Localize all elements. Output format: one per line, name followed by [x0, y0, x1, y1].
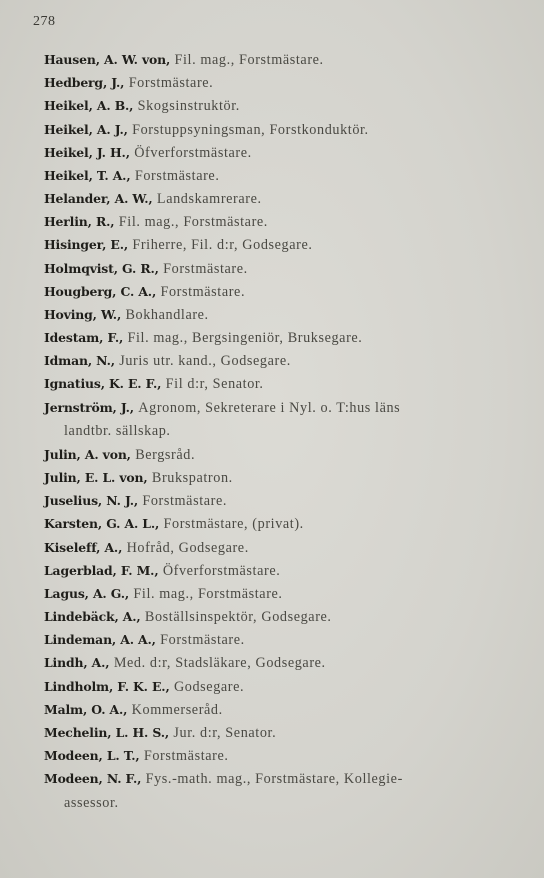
entry-name: Jernström, J.,	[44, 399, 134, 415]
entry-description-continued: landtbr. sällskap.	[64, 422, 171, 439]
entry-description: Landskamrerare.	[156, 191, 262, 208]
entry-description: Agronom, Sekreterare i Nyl. o. T:hus läns	[138, 399, 401, 416]
entry-description: Forstuppsyningsman, Forstkonduktör.	[132, 121, 369, 138]
entry-description: Forstmästare.	[163, 260, 248, 277]
list-item	[44, 280, 514, 303]
entry-description: Med. d:r, Stadsläkare, Godsegare.	[113, 655, 326, 672]
entry-name: Idman, N.,	[44, 353, 115, 369]
list-item	[44, 210, 514, 233]
entry-name: Lagerblad, F. M.,	[44, 562, 159, 578]
entry-description: Öfverforstmästare.	[162, 562, 281, 579]
entry-description: Bergsråd.	[135, 446, 196, 463]
list-item	[44, 187, 514, 210]
list-item	[44, 118, 514, 141]
list-item	[44, 489, 514, 512]
list-item	[44, 466, 514, 489]
list-item	[44, 94, 514, 117]
entry-name: Heikel, A. J.,	[44, 121, 128, 137]
entry-description: Fil. mag., Forstmästare.	[133, 585, 283, 602]
entry-name: Heikel, J. H.,	[44, 144, 130, 160]
list-item	[44, 559, 514, 582]
entry-description: Fil. mag., Bergsingeniör, Bruksegare.	[127, 330, 363, 347]
entry-name: Helander, A. W.,	[44, 191, 153, 207]
entry-description: Friherre, Fil. d:r, Godsegare.	[132, 237, 313, 254]
list-item	[44, 141, 514, 164]
entry-name: Modeen, N. F.,	[44, 771, 142, 787]
entry-description: Forstmästare.	[160, 632, 245, 649]
page-number: 278	[33, 14, 56, 29]
entry-name: Lindh, A.,	[44, 655, 110, 671]
list-item	[44, 372, 514, 395]
list-item	[44, 512, 514, 535]
entry-name: Lindebäck, A.,	[44, 609, 141, 625]
entry-description: Boställsinspektör, Godsegare.	[144, 609, 332, 626]
entry-name: Hisinger, E.,	[44, 237, 129, 253]
entry-name: Idestam, F.,	[44, 330, 124, 346]
entry-description: Juris utr. kand., Godsegare.	[119, 353, 291, 370]
entry-description: Skogsinstruktör.	[137, 98, 240, 115]
entry-description: Brukspatron.	[151, 470, 233, 487]
entry-name: Heikel, A. B.,	[44, 98, 134, 114]
entry-description: Jur. d:r, Senator.	[173, 725, 277, 741]
entry-name: Karsten, G. A. L.,	[44, 516, 160, 532]
entry-name: Hoving, W.,	[44, 306, 122, 322]
list-item	[44, 605, 514, 628]
entry-description: Forstmästare.	[134, 167, 220, 184]
entry-description: Bokhandlare.	[125, 306, 209, 323]
list-item	[44, 443, 514, 466]
entry-description: Fil. mag., Forstmästare.	[174, 52, 324, 68]
entry-name: Julin, E. L. von,	[44, 470, 148, 486]
list-item	[44, 257, 514, 280]
list-item	[44, 349, 514, 372]
list-item	[44, 396, 514, 443]
entry-description: Forstmästare.	[143, 748, 229, 765]
entry-name: Hedberg, J.,	[44, 75, 125, 91]
list-item	[44, 582, 514, 605]
entry-name: Lagus, A. G.,	[44, 585, 130, 601]
entry-description: Forstmästare, (privat).	[163, 516, 304, 533]
list-item	[44, 651, 514, 674]
list-item	[44, 71, 514, 94]
entry-name: Mechelin, L. H. S.,	[44, 725, 170, 740]
entry-name: Juselius, N. J.,	[44, 493, 139, 509]
entry-description: Godsegare.	[173, 678, 245, 695]
entry-name: Hougberg, C. A.,	[44, 283, 157, 299]
entry-name: Ignatius, K. E. F.,	[44, 376, 162, 392]
list-item	[44, 536, 514, 559]
entry-description: Forstmästare.	[128, 75, 214, 92]
list-item	[44, 326, 514, 349]
entry-description: Forstmästare.	[142, 493, 228, 510]
entry-description: Öfverforstmästare.	[134, 144, 252, 161]
list-item	[44, 303, 514, 326]
entry-name: Heikel, T. A.,	[44, 167, 131, 183]
list-item	[44, 721, 514, 744]
entry-name: Modeen, L. T.,	[44, 748, 140, 764]
list-item	[44, 233, 514, 256]
list-item	[44, 164, 514, 187]
entry-name: Holmqvist, G. R.,	[44, 260, 159, 276]
entry-name: Julin, A. von,	[44, 446, 131, 462]
entry-name: Lindholm, F. K. E.,	[44, 678, 170, 694]
list-item	[44, 628, 514, 651]
list-item	[44, 744, 514, 767]
entry-description: Hofråd, Godsegare.	[126, 539, 249, 556]
entry-name: Kiseleff, A.,	[44, 539, 123, 555]
entry-name: Malm, O. A.,	[44, 701, 128, 717]
entry-description: Forstmästare.	[160, 283, 246, 300]
entry-description: Fys.-math. mag., Forstmästare, Kollegie-	[145, 771, 403, 788]
entry-name: Lindeman, A. A.,	[44, 632, 156, 648]
list-item	[44, 767, 514, 814]
list-item	[44, 675, 514, 698]
entry-description-continued: assessor.	[64, 794, 119, 811]
entry-description: Kommerseråd.	[131, 701, 223, 718]
member-list	[44, 48, 514, 815]
entry-name: Hausen, A. W. von,	[44, 52, 171, 67]
list-item	[44, 698, 514, 721]
list-item	[44, 48, 514, 71]
entry-description: Fil d:r, Senator.	[165, 376, 264, 393]
entry-description: Fil. mag., Forstmästare.	[118, 214, 268, 231]
entry-name: Herlin, R.,	[44, 214, 115, 230]
